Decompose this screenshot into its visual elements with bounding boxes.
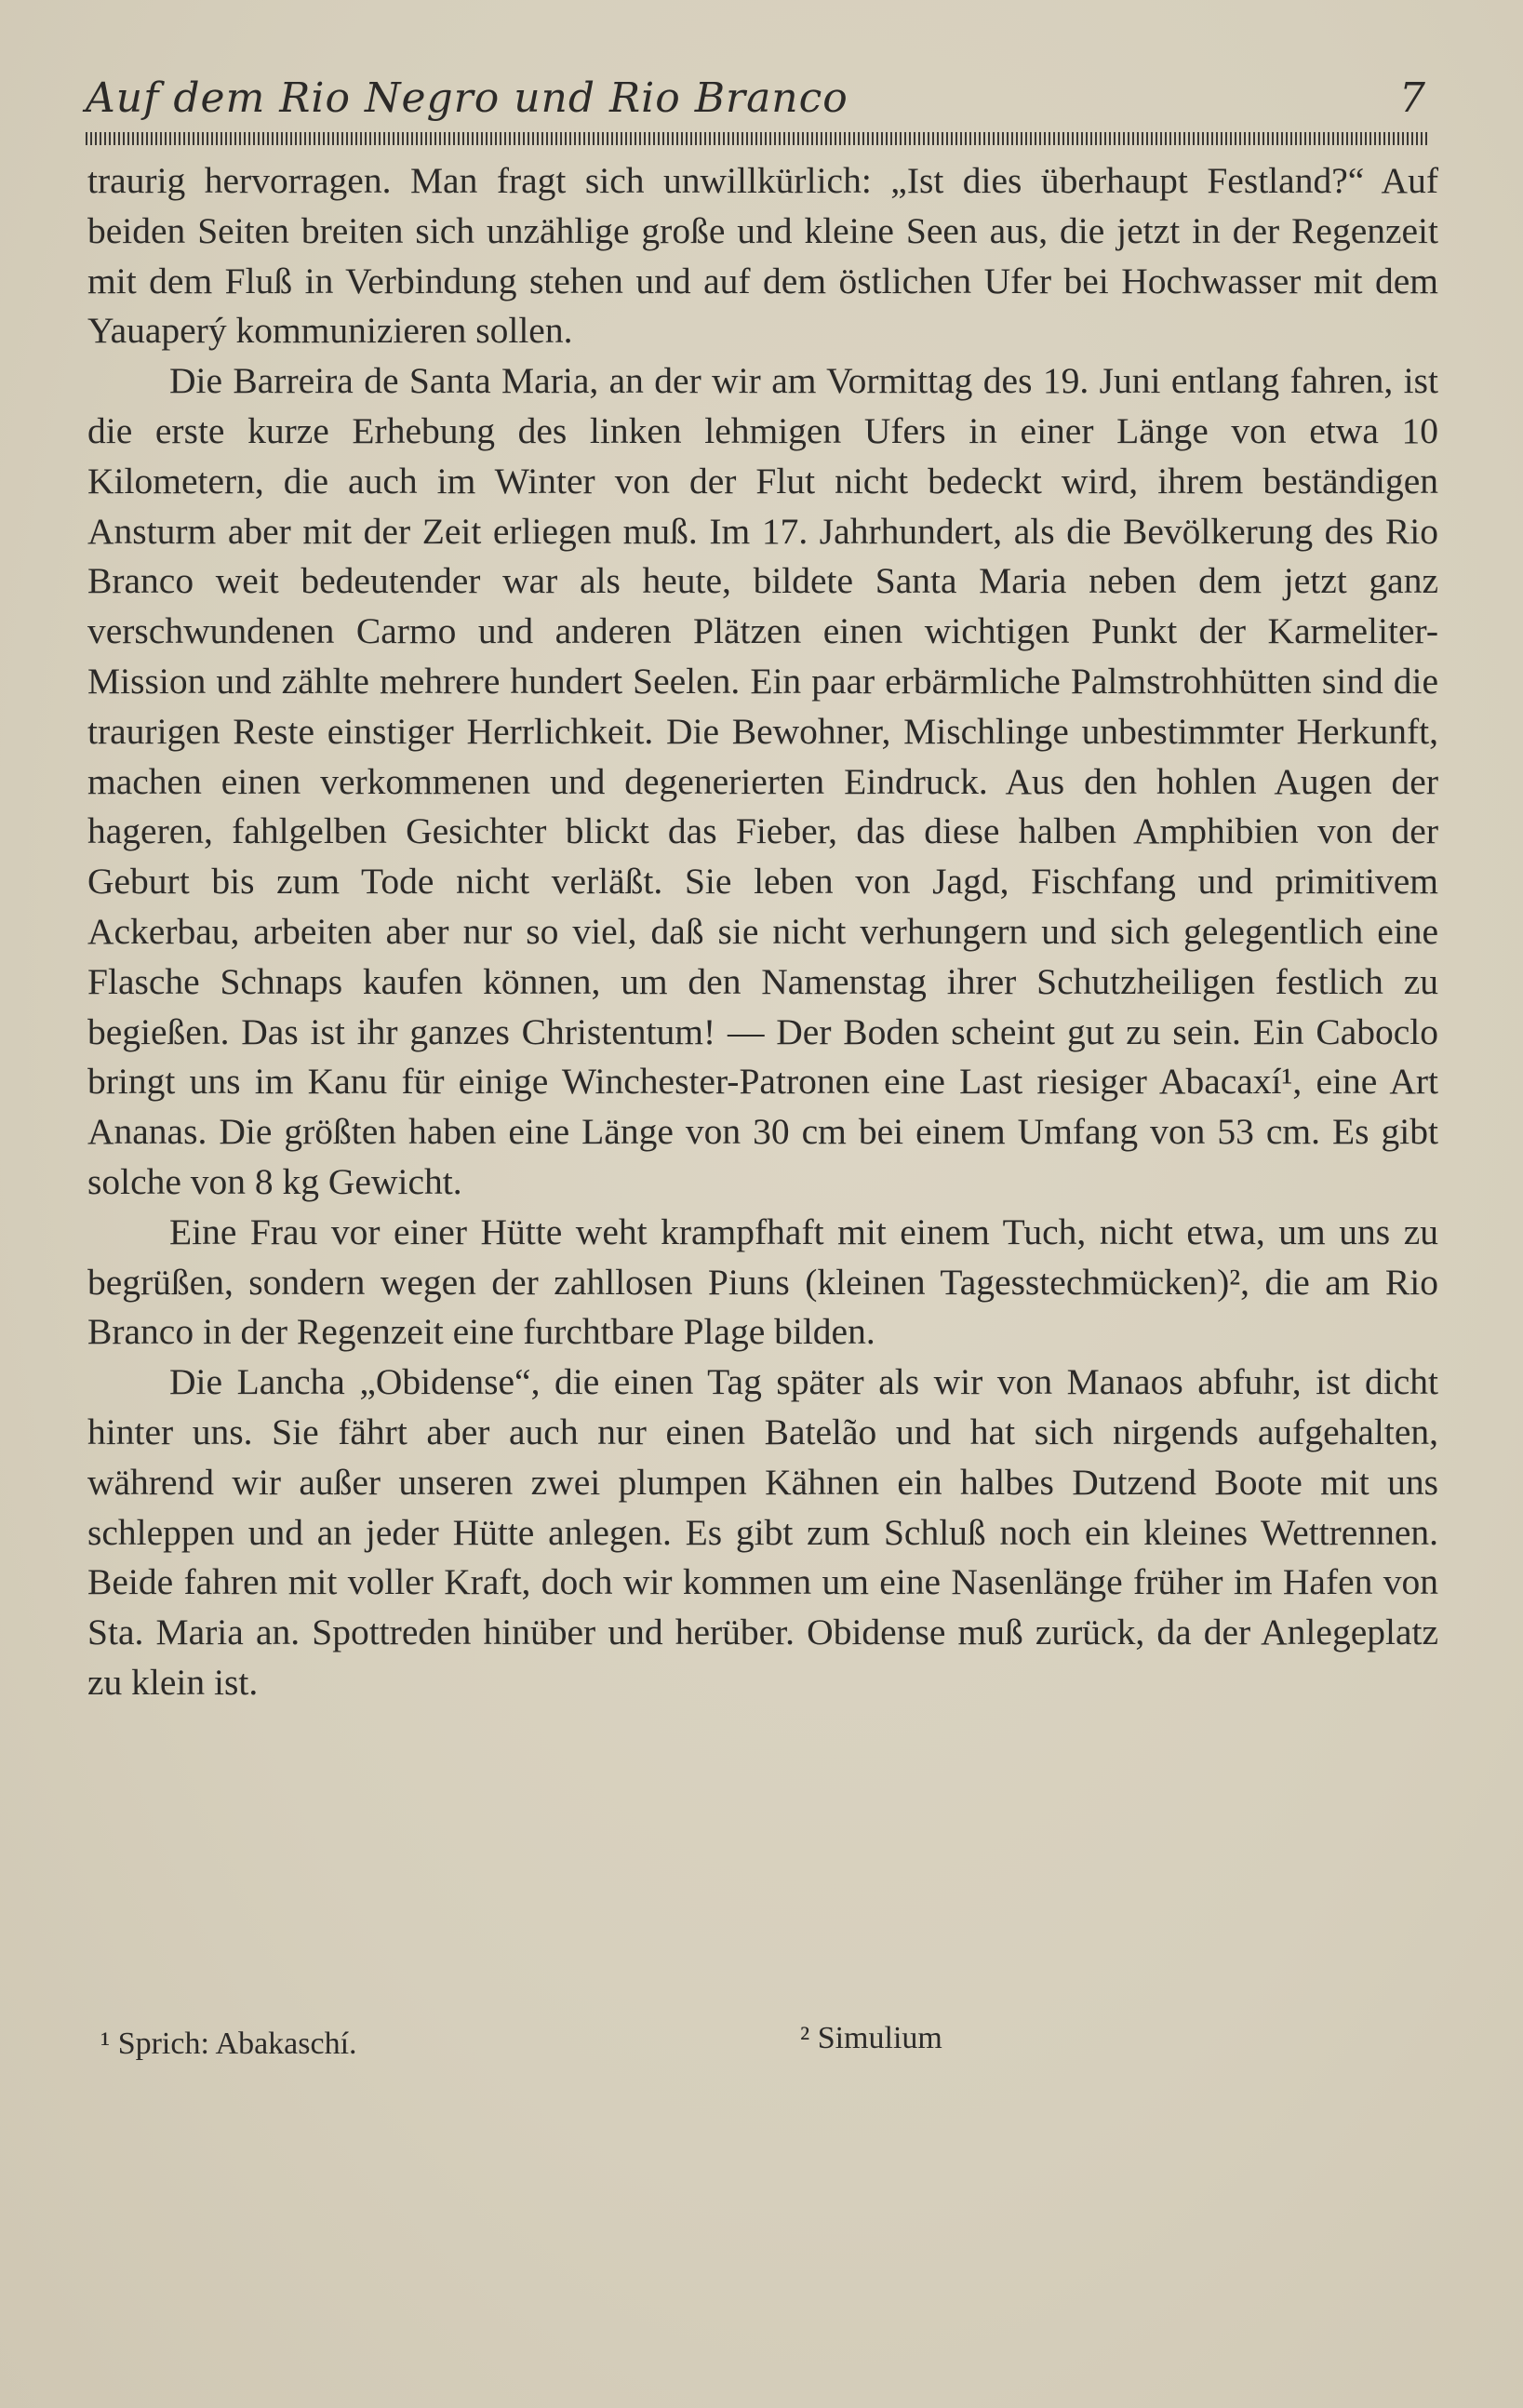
footnotes [100,2021,1031,2082]
paragraph-1: traurig hervorragen. Man fragt sich unwillkürlich: „Ist dies überhaupt Festland?“ Auf beiden Seiten breiten sich unzählige große und kleine Seen aus, die jetzt in der Regenzeit mit dem Fluß in Verbindung stehen und auf dem östlichen Ufer bei Hochwasser mit dem Yauaperý kommunizieren sollen. [87,160,1438,352]
page-header [86,74,1433,158]
paragraph-2: Die Barreira de Santa Maria, an der wir am Vormittag des 19. Juni entlang fahren, ist die erste kurze Erhebung des linken lehmigen Ufers in einer Länge von etwa 10 Kilometern, die auch im Winter von der Flut nicht bedeckt wird, ihrem beständigen Ansturm aber mit der Zeit erliegen muß. Im 17. Jahrhundert, als die Bevölkerung des Rio Branco weit bedeutender war als heute, bildete Santa Maria neben dem jetzt ganz verschwundenen Carmo und anderen Plätzen einen wichtigen Punkt der Karmeliter-Mission und zählte mehrere hundert Seelen. Ein paar erbärmliche Palmstrohhütten sind die traurigen Reste einstiger Herrlichkeit. Die Bewohner, Mischlinge unbestimmter Herkunft, machen einen verkommenen und degenerierten Eindruck. Aus den hohlen Augen der hageren, fahlgelben Gesichter blickt das Fieber, das diese halben Amphibien von der Geburt bis zum Tode nicht verläßt. Sie leben von Jagd, Fischfang und primitivem Ackerbau, arbeiten aber nur so viel, daß sie nicht verhungern und sich gelegentlich eine Flasche Schnaps kaufen können, um den Namenstag ihrer Schutzheiligen festlich zu begießen. Das ist ihr ganzes Christentum! — Der Boden scheint gut zu sein. Ein Caboclo bringt uns im Kanu für einige Winchester-Patronen eine Last riesiger Abacaxí¹, eine Art Ananas. Die größten haben eine Länge von 30 cm bei einem Umfang von 53 cm. Es gibt solche von 8 kg Gewicht. [87,360,1438,1202]
paragraph-4: Die Lancha „Obidense“, die einen Tag später als wir von Manaos abfuhr, ist dicht hinter uns. Sie fährt aber auch nur einen Batelão und hat sich nirgends aufgehalten, während wir außer unseren zwei plumpen Kähnen ein halbes Dutzend Boote mit uns schleppen und an jeder Hütte anlegen. Es gibt zum Schluß noch ein kleines Wettrennen. Beide fahren mit voller Kraft, doch wir kommen um eine Nasenlänge früher im Hafen von Sta. Maria an. Spottreden hinüber und herüber. Obidense muß zurück, da der Anlegeplatz zu klein ist. [87,1361,1438,1703]
running-head: Auf dem Rio Negro und Rio Branco [86,74,848,122]
page-number: 7 [1399,74,1425,122]
footnote-2: ² Simulium [800,2021,942,2055]
ornamental-rule [86,132,1429,145]
paragraph-3: Eine Frau vor einer Hütte weht krampfhaft mit einem Tuch, nicht etwa, um uns zu begrüßen, sondern wegen der zahllosen Piuns (kleinen Tagesstechmücken)², die am Rio Branco in der Regenzeit eine furchtbare Plage bilden. [87,1211,1438,1353]
body-text [87,156,1438,1708]
footnote-1: ¹ Sprich: Abakaschí. [100,2027,357,2061]
